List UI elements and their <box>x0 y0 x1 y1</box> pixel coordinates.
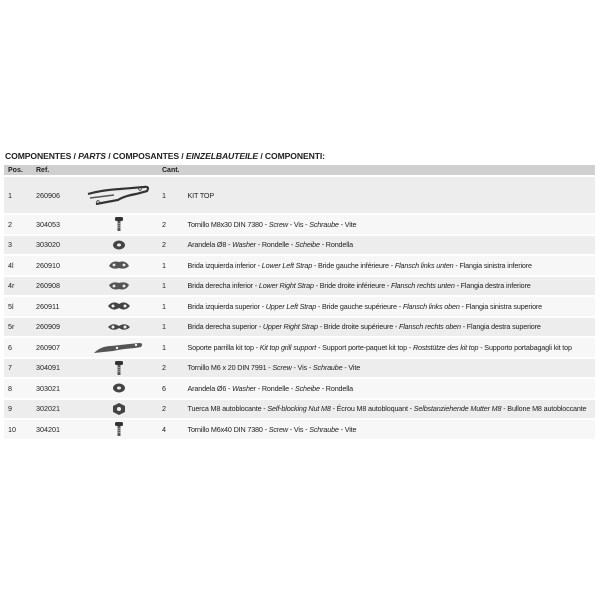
description-segment: - Vite <box>342 363 361 373</box>
description-segment: - Flangia destra superiore <box>460 322 541 332</box>
title-fr: / COMPOSANTES / <box>105 151 186 161</box>
row-description <box>184 338 596 357</box>
row-ref: 304091 <box>32 359 80 378</box>
column-header-ref: Ref. <box>32 165 80 175</box>
description-translation-italic: Schraube <box>309 219 339 229</box>
row-description <box>184 359 596 378</box>
row-image <box>80 297 158 316</box>
row-image <box>80 400 158 419</box>
description-translation-italic: Kit top grill support <box>259 342 317 352</box>
description-segment: Soporte parrilla kit top - <box>187 342 260 352</box>
description-segment: - Bride droite supérieure - <box>317 322 399 332</box>
screw-icon <box>84 216 154 232</box>
table-row <box>4 420 595 439</box>
row-pos: 4l <box>4 256 32 275</box>
description-translation-italic: Upper Right Strap <box>262 322 318 332</box>
row-description <box>184 400 596 419</box>
description-segment: - Rondelle - <box>255 383 295 393</box>
table-row <box>4 318 595 337</box>
description-translation-italic: Washer <box>232 383 256 393</box>
strap-upper-left-icon <box>84 299 154 313</box>
title-en: PARTS <box>78 151 106 161</box>
column-header-qty: Cant. <box>158 165 184 175</box>
row-ref: 303021 <box>32 379 80 398</box>
description-translation-italic: Self-blocking Nut M8 <box>267 404 331 414</box>
row-pos: 8 <box>4 379 32 398</box>
table-row <box>4 236 595 255</box>
row-description <box>184 420 596 439</box>
row-ref: 304053 <box>32 215 80 234</box>
description-translation-italic: Screw <box>268 219 288 229</box>
strap-right-icon <box>84 279 154 293</box>
description-translation-italic: Flansch rechts unten <box>391 281 455 291</box>
washer-icon <box>84 238 154 252</box>
description-segment: - Vite <box>338 424 357 434</box>
description-segment: - Bullone M8 autobloccante <box>501 404 587 414</box>
description-segment: - Support porte-paquet kit top - <box>316 342 413 352</box>
table-row <box>4 338 595 357</box>
description-translation-italic: Schraube <box>312 363 343 373</box>
description-segment: KIT TOP <box>187 190 215 200</box>
row-qty: 4 <box>158 420 184 439</box>
row-ref: 304201 <box>32 420 80 439</box>
row-qty: 1 <box>158 338 184 357</box>
row-ref: 260908 <box>32 277 80 296</box>
screw-icon <box>84 421 154 437</box>
row-pos: 3 <box>4 236 32 255</box>
description-translation-italic: Upper Left Strap <box>265 301 317 311</box>
column-header-description <box>184 165 596 175</box>
row-pos: 4r <box>4 277 32 296</box>
description-segment: - Vite <box>338 219 357 229</box>
kit-top-frame-icon <box>84 180 154 210</box>
description-segment: - Flangia sinistra superiore <box>459 301 543 311</box>
row-ref: 260911 <box>32 297 80 316</box>
row-image <box>80 359 158 378</box>
row-image <box>80 318 158 337</box>
description-segment: - Bride gauche inférieure - <box>312 260 395 270</box>
row-image <box>80 277 158 296</box>
description-translation-italic: Flansch links oben <box>402 301 460 311</box>
description-translation-italic: Scheibe <box>294 240 320 250</box>
column-header-pos: Pos. <box>4 165 32 175</box>
title-de: EINZELBAUTEILE <box>185 151 259 161</box>
description-segment: - Vis - <box>287 219 310 229</box>
description-segment: Arandela Ø6 - <box>187 383 233 393</box>
title-es: COMPONENTES / <box>5 151 79 161</box>
description-segment: - Vis - <box>287 424 310 434</box>
row-image <box>80 379 158 398</box>
row-description <box>184 318 596 337</box>
row-pos: 10 <box>4 420 32 439</box>
table-row <box>4 379 595 398</box>
description-translation-italic: Flansch links unten <box>394 260 454 270</box>
description-segment: Tornillo M8x30 DIN 7380 - <box>187 219 269 229</box>
description-segment: - Écrou M8 autobloquant - <box>330 404 414 414</box>
row-ref: 302021 <box>32 400 80 419</box>
title-it: / COMPONENTI: <box>258 151 325 161</box>
row-qty: 1 <box>158 297 184 316</box>
washer-icon <box>84 381 154 395</box>
description-segment: - Flangia destra inferiore <box>454 281 531 291</box>
table-row <box>4 177 595 213</box>
grill-support-icon <box>84 338 154 356</box>
parts-table-header <box>4 165 595 175</box>
description-segment: Brida izquierda superior - <box>187 301 266 311</box>
parts-table <box>4 163 595 441</box>
description-segment: - Rondella <box>319 240 353 250</box>
row-qty: 6 <box>158 379 184 398</box>
description-segment: Arandela Ø8 - <box>187 240 233 250</box>
row-qty: 2 <box>158 215 184 234</box>
description-translation-italic: Selbstanziehende Mutter M8 <box>413 404 502 414</box>
row-qty: 2 <box>158 359 184 378</box>
table-row <box>4 277 595 296</box>
row-image <box>80 177 158 213</box>
description-segment: - Rondelle - <box>255 240 295 250</box>
row-qty: 1 <box>158 177 184 213</box>
row-qty: 1 <box>158 277 184 296</box>
row-qty: 2 <box>158 236 184 255</box>
description-segment: Brida derecha superior - <box>187 322 263 332</box>
row-description <box>184 215 596 234</box>
row-qty: 2 <box>158 400 184 419</box>
table-row <box>4 256 595 275</box>
description-translation-italic: Lower Right Strap <box>258 281 314 291</box>
table-row <box>4 297 595 316</box>
row-qty: 1 <box>158 318 184 337</box>
row-qty: 1 <box>158 256 184 275</box>
nut-icon <box>84 402 154 416</box>
row-pos: 2 <box>4 215 32 234</box>
description-translation-italic: Scheibe <box>294 383 320 393</box>
row-description <box>184 236 596 255</box>
table-row <box>4 215 595 234</box>
row-image <box>80 215 158 234</box>
description-segment: Brida izquierda inferior - <box>187 260 262 270</box>
row-ref: 260907 <box>32 338 80 357</box>
description-translation-italic: Screw <box>268 424 288 434</box>
strap-left-icon <box>84 258 154 272</box>
description-segment: - Vis - <box>291 363 313 373</box>
column-header-image <box>80 165 158 175</box>
description-segment: - Bride gauche supérieure - <box>316 301 403 311</box>
row-ref: 260910 <box>32 256 80 275</box>
row-image <box>80 338 158 357</box>
row-ref: 260909 <box>32 318 80 337</box>
description-segment: - Bride droite inférieure - <box>313 281 391 291</box>
description-segment: - Flangia sinistra inferiore <box>453 260 532 270</box>
description-translation-italic: Schraube <box>309 424 339 434</box>
row-description <box>184 177 596 213</box>
row-pos: 7 <box>4 359 32 378</box>
description-translation-italic: Flansch rechts oben <box>398 322 461 332</box>
description-translation-italic: Roststütze des kit top <box>412 342 479 352</box>
row-image <box>80 256 158 275</box>
row-pos: 5r <box>4 318 32 337</box>
parts-list-title <box>5 151 325 161</box>
table-row <box>4 400 595 419</box>
description-segment: Tornillo M6 x 20 DIN 7991 - <box>187 363 273 373</box>
description-segment: - Supporto portabagagli kit top <box>478 342 572 352</box>
description-translation-italic: Washer <box>232 240 256 250</box>
row-image <box>80 236 158 255</box>
row-image <box>80 420 158 439</box>
row-description <box>184 277 596 296</box>
strap-upper-right-icon <box>84 320 154 334</box>
row-pos: 5l <box>4 297 32 316</box>
row-description <box>184 297 596 316</box>
row-ref: 303020 <box>32 236 80 255</box>
row-pos: 1 <box>4 177 32 213</box>
row-ref: 260906 <box>32 177 80 213</box>
description-segment: Tornillo M6x40 DIN 7380 - <box>187 424 269 434</box>
description-segment: - Rondella <box>319 383 353 393</box>
row-description <box>184 256 596 275</box>
description-translation-italic: Lower Left Strap <box>261 260 313 270</box>
table-row <box>4 359 595 378</box>
description-translation-italic: Screw <box>272 363 292 373</box>
description-segment: Brida derecha inferior - <box>187 281 259 291</box>
row-pos: 9 <box>4 400 32 419</box>
row-description <box>184 379 596 398</box>
description-segment: Tuerca M8 autoblocante - <box>187 404 268 414</box>
screw-icon <box>84 360 154 376</box>
row-pos: 6 <box>4 338 32 357</box>
